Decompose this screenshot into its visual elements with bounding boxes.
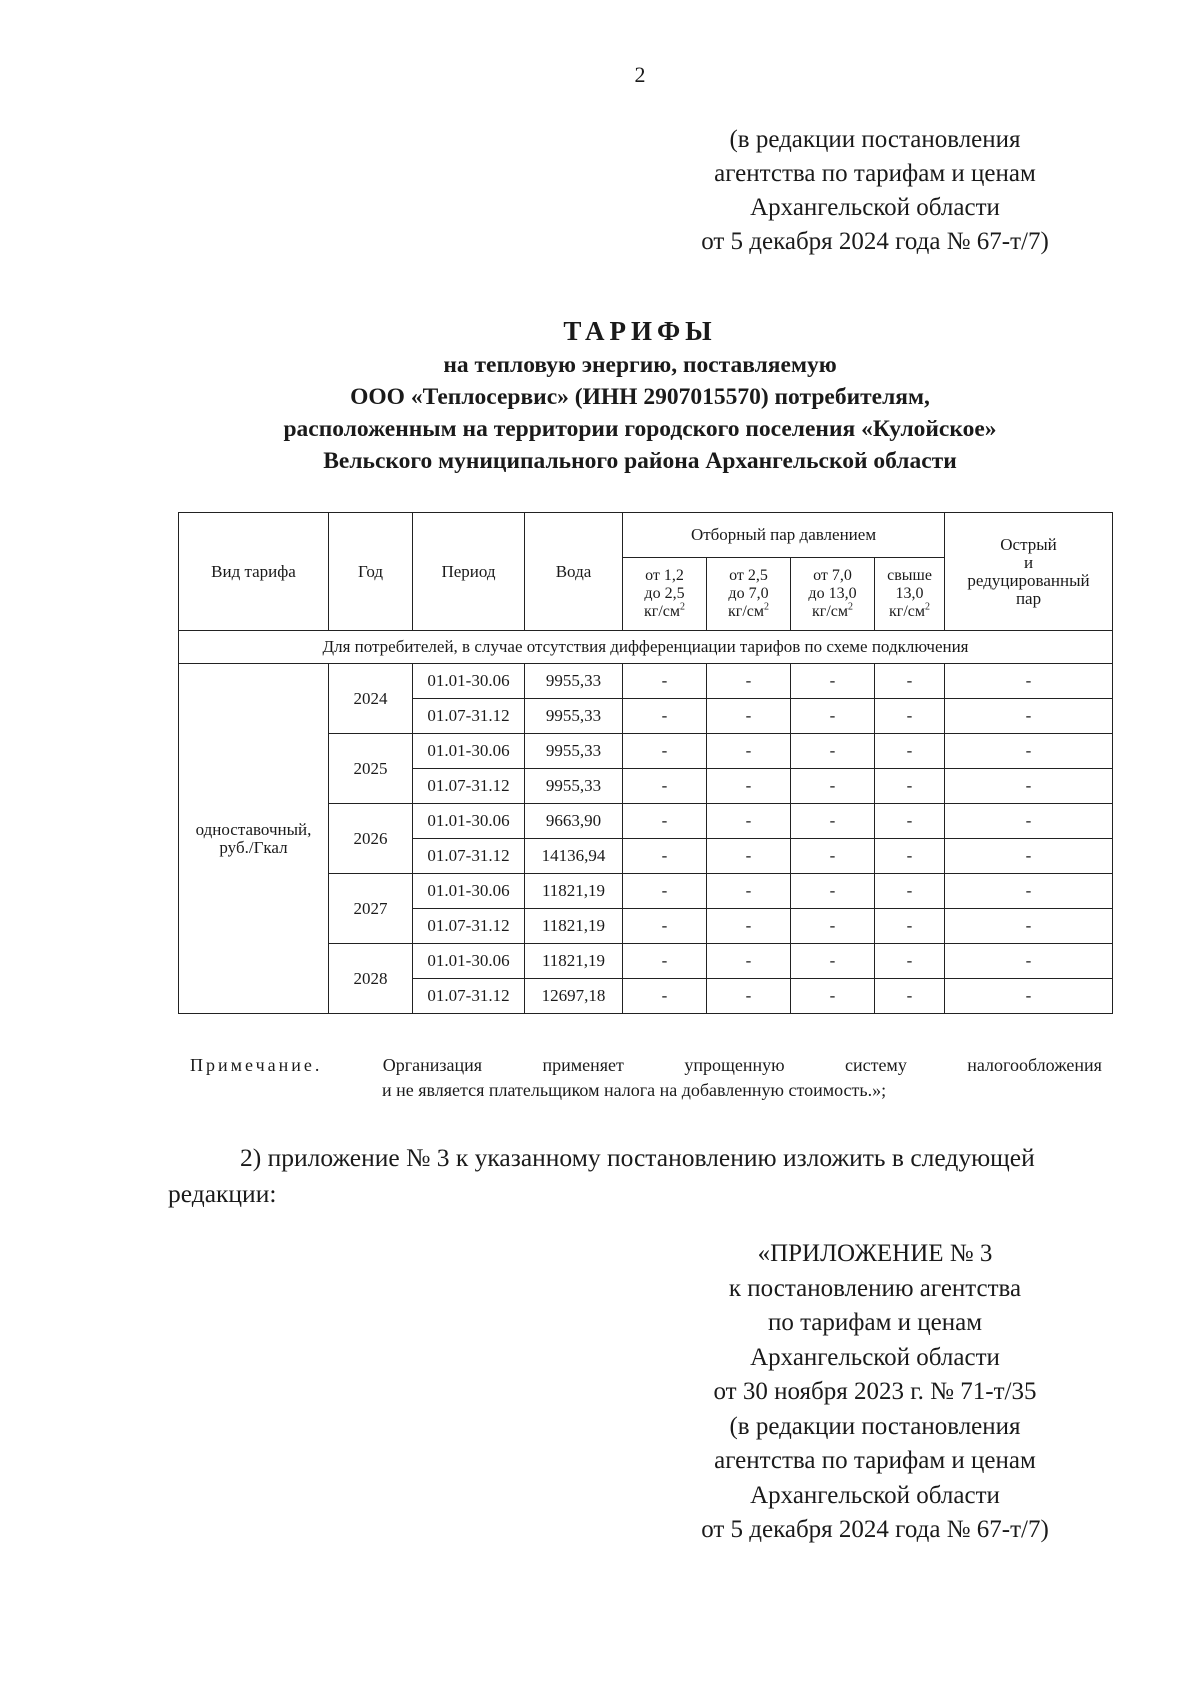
header-steam-line: от 1,2 — [645, 567, 684, 584]
steam-cell: - — [791, 769, 875, 804]
sharp-steam-cell: - — [945, 769, 1113, 804]
header-steam-line: свыше — [887, 567, 932, 584]
header-sharp-line: Острый — [1000, 534, 1057, 554]
year-cell: 2025 — [329, 734, 413, 804]
steam-cell: - — [791, 874, 875, 909]
note-word: применяет — [542, 1055, 624, 1075]
note-word: Организация — [382, 1055, 483, 1075]
page-number: 2 — [634, 62, 646, 87]
year-cell: 2026 — [329, 804, 413, 874]
water-cell: 11821,19 — [525, 874, 623, 909]
steam-cell: - — [623, 664, 707, 699]
steam-cell: - — [707, 699, 791, 734]
header-sharp-line: редуцированный — [967, 570, 1090, 590]
period-cell: 01.07-31.12 — [413, 769, 525, 804]
water-cell: 14136,94 — [525, 839, 623, 874]
steam-cell: - — [875, 769, 945, 804]
water-cell: 11821,19 — [525, 909, 623, 944]
header-steam-2 — [707, 558, 791, 631]
appendix-header — [660, 1237, 1090, 1548]
steam-cell: - — [791, 804, 875, 839]
edition-note-line: (в редакции постановления — [729, 126, 1021, 153]
sharp-steam-cell: - — [945, 909, 1113, 944]
steam-cell: - — [707, 664, 791, 699]
water-cell: 9955,33 — [525, 699, 623, 734]
tariff-type-line: одноставочный, — [195, 819, 312, 839]
steam-cell: - — [623, 804, 707, 839]
appendix-line: Архангельской области — [750, 1481, 1000, 1509]
steam-cell: - — [791, 664, 875, 699]
steam-cell: - — [791, 944, 875, 979]
steam-cell: - — [875, 699, 945, 734]
steam-cell: - — [623, 769, 707, 804]
period-cell: 01.01-30.06 — [413, 804, 525, 839]
sharp-steam-cell: - — [945, 734, 1113, 769]
period-cell: 01.07-31.12 — [413, 699, 525, 734]
paragraph-2 — [168, 1140, 1128, 1212]
steam-cell: - — [707, 734, 791, 769]
period-cell: 01.01-30.06 — [413, 944, 525, 979]
edition-note — [660, 123, 1090, 259]
sharp-steam-cell: - — [945, 664, 1113, 699]
steam-cell: - — [623, 944, 707, 979]
steam-cell: - — [875, 804, 945, 839]
header-tariff-type: Вид тарифа — [179, 513, 329, 631]
header-steam-3 — [791, 558, 875, 631]
header-steam-line: до 7,0 — [728, 585, 769, 602]
steam-cell: - — [623, 909, 707, 944]
steam-cell: - — [623, 874, 707, 909]
year-cell: 2027 — [329, 874, 413, 944]
header-steam-line: 13,0 — [895, 585, 924, 602]
appendix-line: к постановлению агентства — [728, 1274, 1022, 1302]
sharp-steam-cell: - — [945, 804, 1113, 839]
note-block — [190, 1053, 1102, 1103]
period-cell: 01.07-31.12 — [413, 909, 525, 944]
steam-cell: - — [875, 944, 945, 979]
sharp-steam-cell: - — [945, 699, 1113, 734]
steam-cell: - — [623, 734, 707, 769]
paragraph-line: 2) приложение № 3 к указанному постановлению изложить в следующей — [240, 1143, 1035, 1172]
year-cell: 2024 — [329, 664, 413, 734]
header-steam-line: до 2,5 — [644, 585, 685, 602]
period-cell: 01.01-30.06 — [413, 734, 525, 769]
year-cell: 2028 — [329, 944, 413, 1014]
steam-cell: - — [707, 804, 791, 839]
water-cell: 11821,19 — [525, 944, 623, 979]
water-cell: 12697,18 — [525, 979, 623, 1014]
period-cell: 01.07-31.12 — [413, 839, 525, 874]
header-steam-line: от 7,0 — [813, 567, 852, 584]
steam-cell: - — [791, 839, 875, 874]
header-year: Год — [329, 513, 413, 631]
period-cell: 01.07-31.12 — [413, 979, 525, 1014]
appendix-line: от 30 ноября 2023 г. № 71-т/35 — [713, 1378, 1037, 1405]
header-period: Период — [413, 513, 525, 631]
header-sharp-line: пар — [1015, 588, 1042, 608]
edition-note-line: Архангельской области — [750, 194, 1000, 221]
tariff-type-cell — [179, 664, 329, 1014]
title-main: ТАРИФЫ — [563, 316, 717, 346]
steam-cell: - — [875, 874, 945, 909]
water-cell: 9955,33 — [525, 734, 623, 769]
note-line: и не является плательщиком налога на добавленную стоимость.»; — [382, 1080, 887, 1100]
appendix-line: агентства по тарифам и ценам — [714, 1447, 1036, 1474]
steam-cell: - — [875, 664, 945, 699]
header-steam-line: до 13,0 — [808, 585, 857, 602]
water-cell: 9663,90 — [525, 804, 623, 839]
title-line: на тепловую энергию, поставляемую — [443, 352, 837, 378]
steam-cell: - — [791, 699, 875, 734]
note-word: упрощенную — [684, 1055, 785, 1075]
title-line: расположенным на территории городского поселения «Кулойское» — [283, 416, 997, 442]
document-title — [150, 313, 1130, 477]
steam-cell: - — [707, 909, 791, 944]
header-steam-unit: $кг/см^2$ — [889, 601, 931, 620]
header-steam-group: Отборный пар давлением — [623, 513, 945, 558]
steam-cell: - — [875, 839, 945, 874]
header-steam-unit: $кг/см^2$ — [727, 601, 769, 620]
sharp-steam-cell: - — [945, 944, 1113, 979]
section-row: Для потребителей, в случае отсутствия дифференциации тарифов по схеме подключения — [179, 631, 1113, 664]
header-steam-4 — [875, 558, 945, 631]
steam-cell: - — [707, 944, 791, 979]
title-line: ООО «Теплосервис» (ИНН 2907015570) потребителям, — [350, 384, 930, 410]
period-cell: 01.01-30.06 — [413, 874, 525, 909]
steam-cell: - — [791, 979, 875, 1014]
edition-note-line: от 5 декабря 2024 года № 67-т/7) — [701, 228, 1049, 255]
edition-note-line: агентства по тарифам и ценам — [714, 160, 1036, 187]
header-steam-unit: $кг/см^2$ — [811, 601, 853, 620]
water-cell: 9955,33 — [525, 664, 623, 699]
steam-cell: - — [623, 979, 707, 1014]
header-sharp-line: и — [1023, 552, 1034, 572]
sharp-steam-cell: - — [945, 979, 1113, 1014]
tariff-type-line: руб./Гкал — [219, 837, 288, 857]
water-cell: 9955,33 — [525, 769, 623, 804]
note-word: налогообложения — [967, 1055, 1102, 1075]
appendix-line: Архангельской области — [750, 1343, 1000, 1371]
steam-cell: - — [623, 699, 707, 734]
note-label: Примечание. — [190, 1055, 323, 1075]
steam-cell: - — [707, 874, 791, 909]
steam-cell: - — [707, 979, 791, 1014]
steam-cell: - — [707, 769, 791, 804]
appendix-line: (в редакции постановления — [729, 1412, 1021, 1440]
steam-cell: - — [707, 839, 791, 874]
header-water: Вода — [525, 513, 623, 631]
steam-cell: - — [791, 909, 875, 944]
note-line — [190, 1053, 1102, 1078]
steam-cell: - — [875, 734, 945, 769]
steam-cell: - — [791, 734, 875, 769]
steam-cell: - — [623, 839, 707, 874]
note-word: систему — [844, 1055, 907, 1075]
period-cell: 01.01-30.06 — [413, 664, 525, 699]
tariff-table — [178, 512, 1113, 1014]
appendix-line: по тарифам и ценам — [767, 1309, 983, 1336]
steam-cell: - — [875, 979, 945, 1014]
table-row — [179, 664, 1113, 699]
header-steam-line: от 2,5 — [729, 567, 768, 584]
appendix-line: от 5 декабря 2024 года № 67-т/7) — [701, 1516, 1049, 1543]
sharp-steam-cell: - — [945, 839, 1113, 874]
header-steam-1 — [623, 558, 707, 631]
header-sharp-steam — [945, 513, 1113, 631]
header-steam-unit: $кг/см^2$ — [643, 601, 685, 620]
appendix-line: «ПРИЛОЖЕНИЕ № 3 — [757, 1240, 993, 1267]
sharp-steam-cell: - — [945, 874, 1113, 909]
steam-cell: - — [875, 909, 945, 944]
paragraph-line: редакции: — [168, 1179, 277, 1208]
title-line: Вельского муниципального района Архангельской области — [323, 448, 957, 474]
